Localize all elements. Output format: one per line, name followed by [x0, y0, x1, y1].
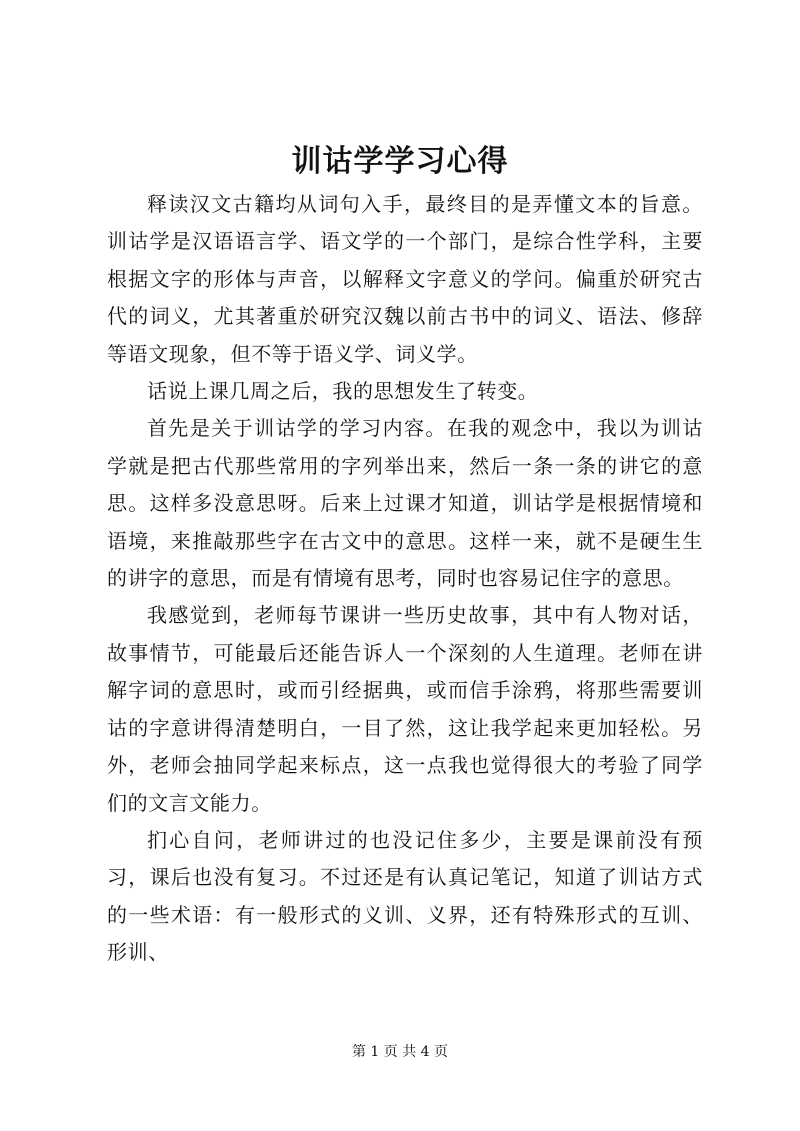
- document-body: [107, 186, 703, 972]
- page-title: 训诂学学习心得: [291, 144, 509, 179]
- paragraph-5: 扪心自问，老师讲过的也没记住多少，主要是课前没有预习，课后也没有复习。不过还是有认真记笔记，知道了训诂方式的一些术语：有一般形式的义训、义界，还有特殊形式的互训、形训、: [107, 827, 703, 965]
- page-footer: 第 1 页 共 4 页: [351, 1044, 449, 1060]
- paragraph-2: 话说上课几周之后，我的思想发生了转变。: [147, 379, 539, 404]
- paragraph-1: 释读汉文古籍均从词句入手，最终目的是弄懂文本的旨意。训诂学是汉语语言学、语文学的一个部门，是综合性学科，主要根据文字的形体与声音，以解释文字意义的学问。偏重於研究古代的词义，尤其著重於研究汉魏以前古书中的词义、语法、修辞等语文现象，但不等于语义学、词义学。: [107, 192, 703, 366]
- paragraph-4: 我感觉到，老师每节课讲一些历史故事，其中有人物对话，故事情节，可能最后还能告诉人一个深刻的人生道理。老师在讲解字词的意思时，或而引经据典，或而信手涂鸦，将那些需要训诂的字意讲得清楚明白，一目了然，这让我学起来更加轻松。另外，老师会抽同学起来标点，这一点我也觉得很大的考验了同学们的文言文能力。: [107, 603, 703, 815]
- paragraph-3: 首先是关于训诂学的学习内容。在我的观念中，我以为训诂学就是把古代那些常用的字列举出来，然后一条一条的讲它的意思。这样多没意思呀。后来上过课才知道，训诂学是根据情境和语境，来推敲那些字在古文中的意思。这样一来，就不是硬生生的讲字的意思，而是有情境有思考，同时也容易记住字的意思。: [107, 416, 703, 591]
